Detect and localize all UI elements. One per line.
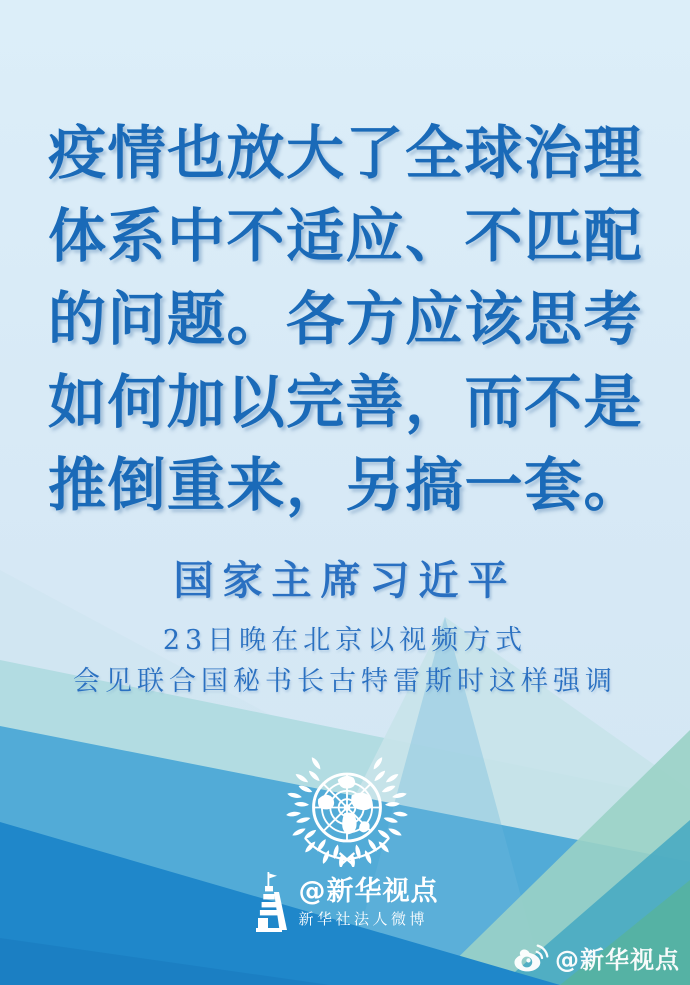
- quote-line-3: 的问题。各方应该思考: [48, 285, 644, 353]
- attribution-context: [0, 620, 690, 702]
- xinhua-subtitle: 新华社法人微博: [298, 910, 429, 928]
- xinhua-branding: [0, 870, 690, 936]
- quote-line-5: 推倒重来，另搞一套。: [48, 451, 644, 519]
- speaker-name: 国家主席习近平: [173, 557, 517, 604]
- attribution-block: [0, 552, 690, 702]
- un-globe-continents: [318, 776, 372, 835]
- quote-line-4: 如何加以完善，而不是: [48, 368, 644, 436]
- xinhua-handle: @新华视点: [298, 876, 439, 907]
- quote-block: [48, 112, 648, 527]
- quote-line-1: 疫情也放大了全球治理: [48, 119, 644, 187]
- watermark-handle: @新华视点: [555, 945, 680, 974]
- weibo-watermark: [513, 937, 680, 977]
- xinhua-tower-icon: [252, 872, 289, 934]
- attribution-context-line-1: 23日晚在北京以视频方式: [162, 625, 528, 656]
- quote-line-2: 体系中不适应、不匹配: [48, 202, 644, 270]
- xinhua-branding-text: [299, 876, 439, 930]
- attribution-context-line-2: 会见联合国秘书长古特雷斯时这样强调: [73, 666, 617, 697]
- weibo-icon: [513, 942, 549, 973]
- un-emblem-icon: [282, 748, 412, 867]
